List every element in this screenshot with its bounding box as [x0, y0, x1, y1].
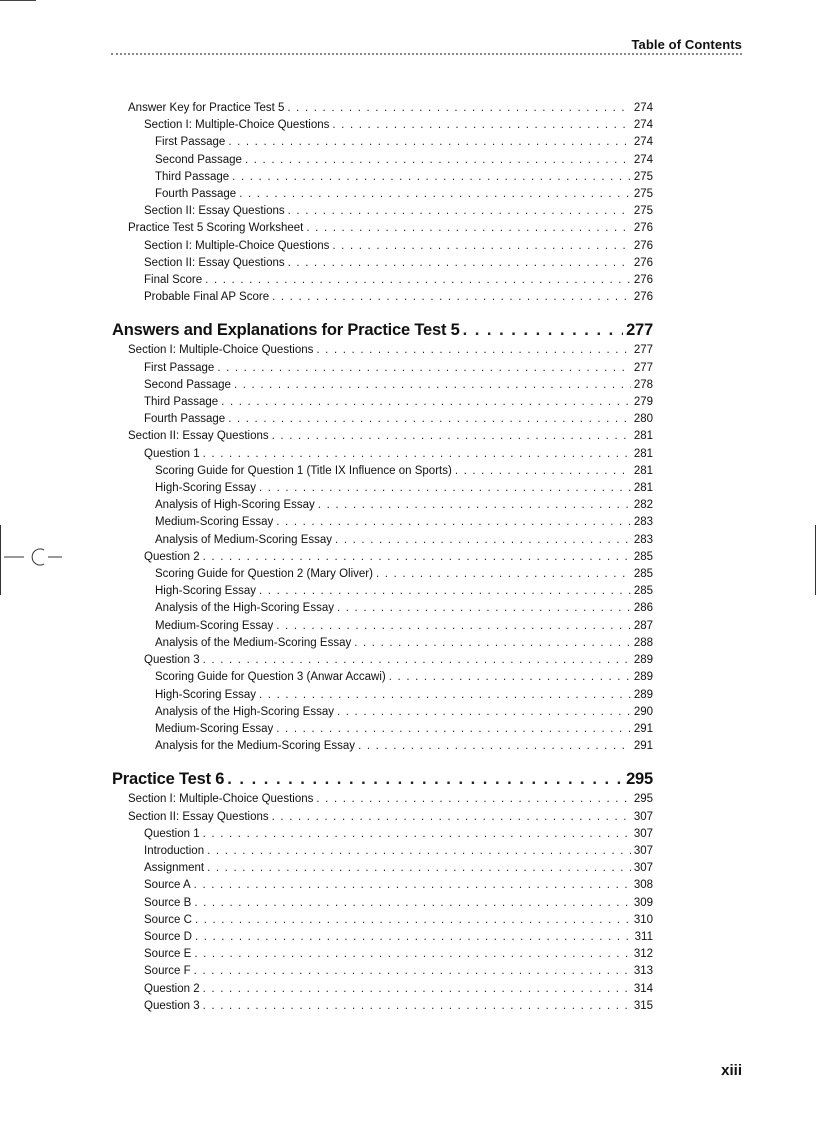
toc-entry-page: 309 — [633, 896, 653, 909]
toc-entry-page: 308 — [633, 879, 653, 892]
toc-entry[interactable] — [112, 998, 653, 1015]
toc-entry[interactable] — [112, 463, 653, 480]
dot-leader — [228, 411, 631, 428]
toc-entry-page: 285 — [633, 568, 653, 581]
dot-leader — [203, 652, 631, 669]
toc-entry[interactable] — [112, 220, 653, 237]
toc-entry[interactable] — [112, 566, 653, 583]
toc-entry-page: 314 — [633, 982, 653, 995]
dot-leader — [287, 100, 630, 117]
toc-entry[interactable] — [112, 826, 653, 843]
dot-leader — [354, 635, 631, 652]
toc-entry-page: 276 — [633, 222, 653, 235]
dot-leader — [232, 169, 631, 186]
toc-entry-page: 275 — [633, 188, 653, 201]
toc-entry-title: Question 3 — [144, 654, 200, 667]
toc-entry-page: 291 — [633, 722, 653, 735]
toc-entry-page: 295 — [633, 793, 653, 806]
toc-entry-title: Section II: Essay Questions — [144, 256, 285, 269]
toc-entry-title: Medium-Scoring Essay — [155, 516, 274, 529]
toc-entry-page: 307 — [633, 862, 653, 875]
dot-leader — [463, 318, 623, 342]
toc-entry-title: Source B — [144, 896, 192, 909]
toc-entry-page: 279 — [633, 396, 653, 409]
toc-entry-title: Final Score — [144, 274, 203, 287]
toc-entry[interactable] — [112, 877, 653, 894]
toc-entry-page: 282 — [633, 499, 653, 512]
toc-entry-title: Question 2 — [144, 550, 200, 563]
dot-leader — [337, 600, 631, 617]
dot-leader — [272, 428, 631, 445]
toc-entry[interactable] — [112, 394, 653, 411]
dot-leader — [194, 895, 631, 912]
dot-leader — [276, 618, 631, 635]
table-of-contents — [112, 100, 653, 1015]
toc-entry[interactable] — [112, 704, 653, 721]
toc-entry-page: 280 — [633, 413, 653, 426]
toc-entry-title: Question 1 — [144, 447, 200, 460]
toc-entry-page: 283 — [633, 516, 653, 529]
toc-entry-title: High-Scoring Essay — [155, 482, 256, 495]
toc-entry-title: Question 3 — [144, 999, 200, 1012]
toc-entry-page: 275 — [633, 205, 653, 218]
toc-entry-page: 289 — [633, 671, 653, 684]
toc-entry[interactable] — [112, 669, 653, 686]
toc-entry-title: Medium-Scoring Essay — [155, 619, 274, 632]
toc-entry-page: 274 — [633, 119, 653, 132]
toc-entry-page: 281 — [633, 430, 653, 443]
toc-entry-title: Analysis of High-Scoring Essay — [155, 499, 315, 512]
toc-entry[interactable] — [112, 532, 653, 549]
dot-leader — [207, 860, 631, 877]
toc-entry[interactable] — [112, 549, 653, 566]
toc-entry-title: Practice Test 5 Scoring Worksheet — [128, 222, 304, 235]
toc-entry[interactable] — [112, 272, 653, 289]
toc-entry-page: 277 — [626, 321, 653, 340]
toc-entry-title: Source A — [144, 879, 191, 892]
toc-entry-page: 287 — [633, 619, 653, 632]
dot-leader — [203, 981, 631, 998]
toc-entry-title: Analysis of Medium-Scoring Essay — [155, 533, 333, 546]
toc-entry[interactable] — [112, 946, 653, 963]
toc-entry-page: 276 — [633, 274, 653, 287]
dot-leader — [358, 738, 631, 755]
toc-entry-title: Third Passage — [155, 170, 230, 183]
toc-entry[interactable] — [112, 895, 653, 912]
toc-entry-title: High-Scoring Essay — [155, 585, 256, 598]
toc-entry[interactable] — [112, 791, 653, 808]
toc-entry[interactable] — [112, 117, 653, 134]
dot-leader — [259, 687, 631, 704]
toc-entry[interactable] — [112, 238, 653, 255]
toc-entry-title: Introduction — [144, 844, 205, 857]
toc-entry[interactable] — [112, 428, 653, 445]
toc-entry-page: 275 — [633, 170, 653, 183]
toc-entry-title: Analysis of the High-Scoring Essay — [155, 705, 334, 718]
toc-entry[interactable] — [112, 981, 653, 998]
dot-leader — [207, 843, 631, 860]
toc-entry-title: Analysis of the High-Scoring Essay — [155, 602, 334, 615]
toc-entry-title: Section I: Multiple-Choice Questions — [128, 793, 314, 806]
dot-leader — [205, 272, 631, 289]
dot-leader — [332, 238, 630, 255]
dot-leader — [194, 963, 631, 980]
dot-leader — [389, 669, 631, 686]
toc-entry-title: Answers and Explanations for Practice Test 5 — [112, 321, 460, 340]
dot-leader — [194, 946, 631, 963]
toc-entry[interactable] — [112, 963, 653, 980]
dot-leader — [306, 220, 630, 237]
toc-entry-page: 315 — [633, 999, 653, 1012]
toc-entry-page: 274 — [633, 136, 653, 149]
dot-leader — [234, 377, 631, 394]
crop-mark — [0, 0, 36, 1]
toc-entry-page: 288 — [633, 636, 653, 649]
dot-leader — [316, 342, 630, 359]
toc-entry-title: Section I: Multiple-Choice Questions — [128, 344, 314, 357]
toc-entry-title: Assignment — [144, 862, 205, 875]
toc-entry-page: 289 — [633, 688, 653, 701]
dot-leader — [335, 532, 631, 549]
toc-entry-page: 291 — [633, 740, 653, 753]
toc-entry-title: Probable Final AP Score — [144, 291, 270, 304]
header-rule — [111, 53, 742, 55]
running-header: Table of Contents — [631, 37, 742, 52]
toc-entry[interactable] — [112, 600, 653, 617]
toc-entry[interactable] — [112, 721, 653, 738]
dot-leader — [332, 117, 630, 134]
toc-entry[interactable] — [112, 342, 653, 359]
toc-entry-title: Analysis for the Medium-Scoring Essay — [155, 740, 356, 753]
toc-entry-page: 281 — [633, 464, 653, 477]
dot-leader — [316, 791, 630, 808]
dot-leader — [227, 767, 623, 791]
toc-entry[interactable] — [112, 360, 653, 377]
toc-entry-title: Source E — [144, 948, 192, 961]
toc-entry[interactable] — [112, 100, 653, 117]
dot-leader — [455, 463, 631, 480]
toc-entry-page: 277 — [633, 361, 653, 374]
toc-entry[interactable] — [112, 134, 653, 151]
dot-leader — [217, 360, 631, 377]
toc-entry-page: 307 — [633, 827, 653, 840]
page-number: xiii — [721, 1062, 742, 1079]
toc-entry-page: 276 — [633, 291, 653, 304]
dot-leader — [195, 929, 632, 946]
toc-entry[interactable] — [112, 843, 653, 860]
toc-entry-title: Section II: Essay Questions — [128, 810, 269, 823]
toc-entry[interactable] — [112, 497, 653, 514]
toc-chapter-entry[interactable] — [112, 767, 653, 791]
dot-leader — [272, 809, 631, 826]
toc-entry-page: 289 — [633, 654, 653, 667]
toc-entry-page: 295 — [626, 770, 653, 789]
toc-entry[interactable] — [112, 289, 653, 306]
dot-leader — [194, 877, 631, 894]
toc-entry-title: Fourth Passage — [144, 413, 226, 426]
toc-entry[interactable] — [112, 738, 653, 755]
toc-entry-page: 274 — [633, 153, 653, 166]
toc-entry-title: Answer Key for Practice Test 5 — [128, 102, 285, 114]
dot-leader — [288, 203, 631, 220]
toc-entry-title: Question 2 — [144, 982, 200, 995]
toc-entry[interactable] — [112, 255, 653, 272]
left-edge-tick — [0, 525, 1, 595]
dot-leader — [259, 480, 631, 497]
toc-entry-page: 276 — [633, 256, 653, 269]
toc-entry[interactable] — [112, 377, 653, 394]
toc-entry-page: 286 — [633, 602, 653, 615]
toc-entry-title: High-Scoring Essay — [155, 688, 256, 701]
toc-entry-title: Source C — [144, 913, 192, 926]
toc-entry-page: 283 — [633, 533, 653, 546]
dot-leader — [288, 255, 631, 272]
toc-entry-page: 307 — [633, 844, 653, 857]
toc-entry[interactable] — [112, 583, 653, 600]
toc-chapter-entry[interactable] — [112, 318, 653, 342]
toc-entry-page: 290 — [633, 705, 653, 718]
toc-entry-page: 274 — [633, 102, 653, 114]
dot-leader — [245, 152, 631, 169]
dot-leader — [221, 394, 631, 411]
toc-entry[interactable] — [112, 480, 653, 497]
toc-entry-title: Second Passage — [144, 378, 231, 391]
dot-leader — [203, 826, 631, 843]
toc-entry-title: Medium-Scoring Essay — [155, 722, 274, 735]
toc-entry[interactable] — [112, 687, 653, 704]
toc-entry-page: 278 — [633, 378, 653, 391]
toc-entry-page: 285 — [633, 550, 653, 563]
toc-entry-title: Source D — [144, 930, 192, 943]
toc-entry-title: Section I: Multiple-Choice Questions — [144, 119, 330, 132]
dot-leader — [195, 912, 631, 929]
toc-entry[interactable] — [112, 169, 653, 186]
toc-entry-page: 276 — [633, 239, 653, 252]
toc-entry-page: 311 — [634, 930, 653, 943]
toc-entry-title: Scoring Guide for Question 3 (Anwar Accawi) — [155, 671, 386, 684]
toc-entry[interactable] — [112, 446, 653, 463]
dot-leader — [203, 998, 631, 1015]
toc-entry-page: 313 — [633, 965, 653, 978]
dot-leader — [239, 186, 631, 203]
toc-entry[interactable] — [112, 912, 653, 929]
dot-leader — [337, 704, 631, 721]
toc-entry-page: 307 — [633, 810, 653, 823]
toc-entry[interactable] — [112, 411, 653, 428]
dot-leader — [318, 497, 631, 514]
toc-entry-title: Scoring Guide for Question 2 (Mary Oliver) — [155, 568, 373, 581]
toc-entry-title: First Passage — [155, 136, 226, 149]
toc-entry[interactable] — [112, 514, 653, 531]
toc-entry-title: Fourth Passage — [155, 188, 237, 201]
toc-entry-page: 285 — [633, 585, 653, 598]
toc-entry-title: Third Passage — [144, 396, 219, 409]
toc-entry-title: Scoring Guide for Question 1 (Title IX Influence on Sports) — [155, 464, 452, 477]
toc-entry[interactable] — [112, 809, 653, 826]
toc-entry-page: 281 — [633, 482, 653, 495]
dot-leader — [203, 446, 631, 463]
toc-entry-title: Section I: Multiple-Choice Questions — [144, 239, 330, 252]
dot-leader — [203, 549, 631, 566]
toc-entry[interactable] — [112, 152, 653, 169]
registration-mark-icon — [4, 545, 62, 569]
toc-entry[interactable] — [112, 652, 653, 669]
toc-entry[interactable] — [112, 929, 653, 946]
toc-entry[interactable] — [112, 186, 653, 203]
dot-leader — [272, 289, 631, 306]
toc-entry-page: 281 — [633, 447, 653, 460]
toc-entry-title: Analysis of the Medium-Scoring Essay — [155, 636, 352, 649]
dot-leader — [276, 514, 631, 531]
toc-entry-title: First Passage — [144, 361, 215, 374]
toc-entry-title: Source F — [144, 965, 191, 978]
toc-entry-title: Section II: Essay Questions — [128, 430, 269, 443]
toc-entry-page: 310 — [633, 913, 653, 926]
toc-entry[interactable] — [112, 860, 653, 877]
toc-entry-title: Question 1 — [144, 827, 200, 840]
dot-leader — [276, 721, 631, 738]
toc-entry[interactable] — [112, 203, 653, 220]
toc-entry[interactable] — [112, 618, 653, 635]
toc-entry-title: Section II: Essay Questions — [144, 205, 285, 218]
toc-entry-title: Practice Test 6 — [112, 770, 225, 789]
dot-leader — [259, 583, 631, 600]
toc-entry[interactable] — [112, 635, 653, 652]
dot-leader — [228, 134, 631, 151]
dot-leader — [376, 566, 631, 583]
toc-entry-title: Second Passage — [155, 153, 242, 166]
toc-entry-page: 312 — [633, 948, 653, 961]
toc-entry-page: 277 — [633, 344, 653, 357]
